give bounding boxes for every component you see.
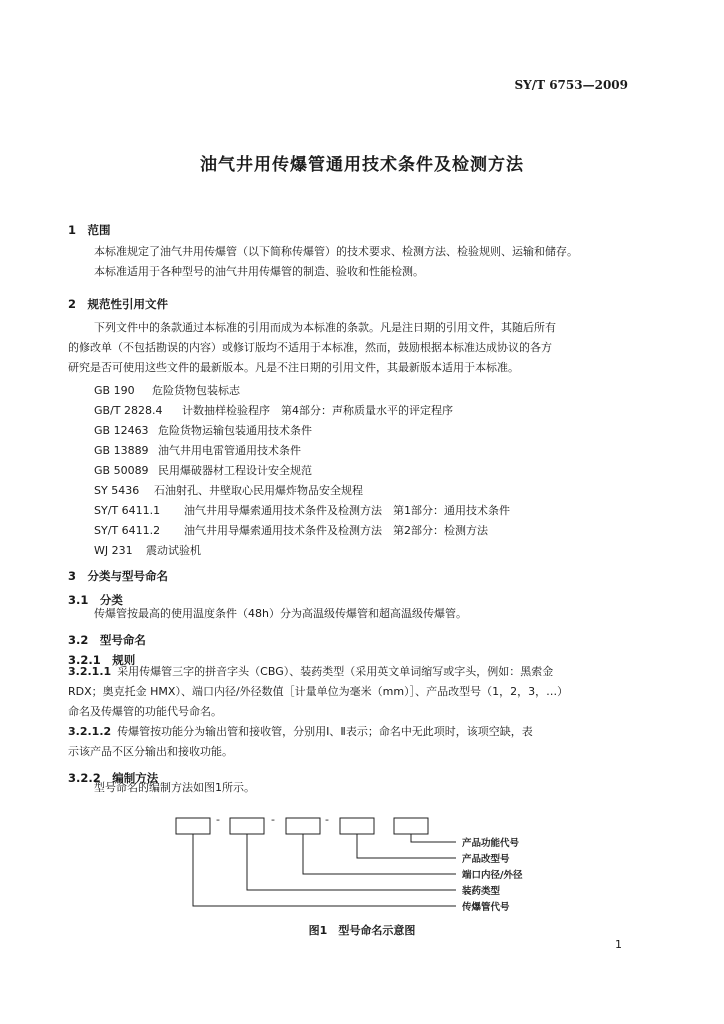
reference-code: GB 50089	[94, 464, 149, 477]
separator: -	[216, 813, 220, 826]
box-port-diameter	[286, 818, 320, 834]
leader-line	[303, 834, 456, 874]
separator: -	[325, 813, 329, 826]
section-1-paragraph-2: 本标准适用于各种型号的油气井用传爆管的制造、验收和性能检测。	[94, 265, 424, 278]
clause-number: 3.2.1.2	[68, 725, 112, 738]
reference-title: 民用爆破器材工程设计安全规范	[158, 464, 312, 477]
reference-title: 油气井用电雷管通用技术条件	[158, 444, 301, 457]
label-detonator-code: 传爆管代号	[462, 902, 510, 913]
box-function-code	[394, 818, 428, 834]
section-3-1-text: 传爆管按最高的使用温度条件（48h）分为高温级传爆管和超高温级传爆管。	[94, 607, 467, 620]
section-3-1-heading: 3.1 分类	[68, 593, 123, 607]
section-3-2-heading: 3.2 型号命名	[68, 633, 146, 647]
leader-line	[357, 834, 456, 858]
section-3-2-1-1-line-3: 命名及传爆管的功能代号命名。	[68, 705, 222, 718]
box-detonator-code	[176, 818, 210, 834]
section-3-2-1-heading: 3.2.1 规则	[68, 653, 136, 667]
section-3-heading: 3 分类与型号命名	[68, 569, 169, 583]
section-3-2-1-2-line-2: 示该产品不区分输出和接收功能。	[68, 745, 233, 758]
document-title: 油气井用传爆管通用技术条件及检测方法	[200, 155, 524, 175]
section-2-intro-line-1: 下列文件中的条款通过本标准的引用而成为本标准的条款。凡是注日期的引用文件，其随后所有	[94, 321, 556, 334]
clause-text: 传爆管按功能分为输出管和接收管，分别用Ⅰ、Ⅱ表示；命名中无此项时，该项空缺，表	[117, 725, 533, 738]
section-2-intro-line-2: 的修改单（不包括勘误的内容）或修订版均不适用于本标准，然而，鼓励根据本标准达成协议的各方	[68, 341, 552, 354]
figure-caption: 图1 型号命名示意图	[308, 924, 416, 937]
standard-number: SY/T 6753—2009	[514, 78, 628, 92]
reference-title: 油气井用导爆索通用技术条件及检测方法 第1部分：通用技术条件	[184, 504, 510, 517]
label-model-revision: 产品改型号	[462, 854, 510, 865]
section-3-2-2-text: 型号命名的编制方法如图1所示。	[94, 781, 255, 794]
page-number: 1	[615, 938, 622, 951]
reference-title: 石油射孔、井壁取心民用爆炸物品安全规程	[154, 484, 363, 497]
leader-line	[411, 834, 456, 842]
reference-code: SY/T 6411.2	[94, 524, 161, 537]
label-function-code: 产品功能代号	[462, 838, 520, 849]
reference-title: 震动试验机	[146, 544, 201, 557]
reference-code: GB/T 2828.4	[94, 404, 163, 417]
reference-code: WJ 231	[94, 544, 133, 557]
reference-code: SY/T 6411.1	[94, 504, 161, 517]
section-2-heading: 2 规范性引用文件	[68, 297, 169, 311]
reference-code: GB 190	[94, 384, 135, 397]
section-3-2-2-heading: 3.2.2 编制方法	[68, 771, 159, 785]
reference-code: GB 13889	[94, 444, 149, 457]
reference-code: SY 5436	[94, 484, 140, 497]
reference-code: GB 12463	[94, 424, 149, 437]
section-1-heading: 1 范围	[68, 223, 111, 237]
reference-title: 计数抽样检验程序 第4部分：声称质量水平的评定程序	[182, 404, 453, 417]
section-3-2-1-1-line-2: RDX；奥克托金 HMX）、端口内径/外径数值［计量单位为毫米（mm）］、产品改型号（1，2，3，…）	[68, 685, 569, 698]
label-charge-type: 装药类型	[462, 886, 501, 897]
section-1-paragraph-1: 本标准规定了油气井用传爆管（以下简称传爆管）的技术要求、检测方法、检验规则、运输和储存。	[94, 245, 578, 258]
box-model-revision	[340, 818, 374, 834]
separator: -	[271, 813, 275, 826]
clause-text: 采用传爆管三字的拼音字头（CBG）、装药类型（采用英文单词缩写或字头，例如：黑索金	[117, 665, 554, 678]
leader-line	[193, 834, 456, 906]
section-2-intro-line-3: 研究是否可使用这些文件的最新版本。凡是不注日期的引用文件，其最新版本适用于本标准。	[68, 361, 519, 374]
reference-title: 油气井用导爆索通用技术条件及检测方法 第2部分：检测方法	[184, 524, 488, 537]
reference-title: 危险货物运输包装通用技术条件	[158, 424, 312, 437]
box-charge-type	[230, 818, 264, 834]
clause-number: 3.2.1.1	[68, 665, 112, 678]
label-port-diameter: 端口内径/外径	[462, 870, 523, 881]
reference-title: 危险货物包装标志	[152, 384, 240, 397]
